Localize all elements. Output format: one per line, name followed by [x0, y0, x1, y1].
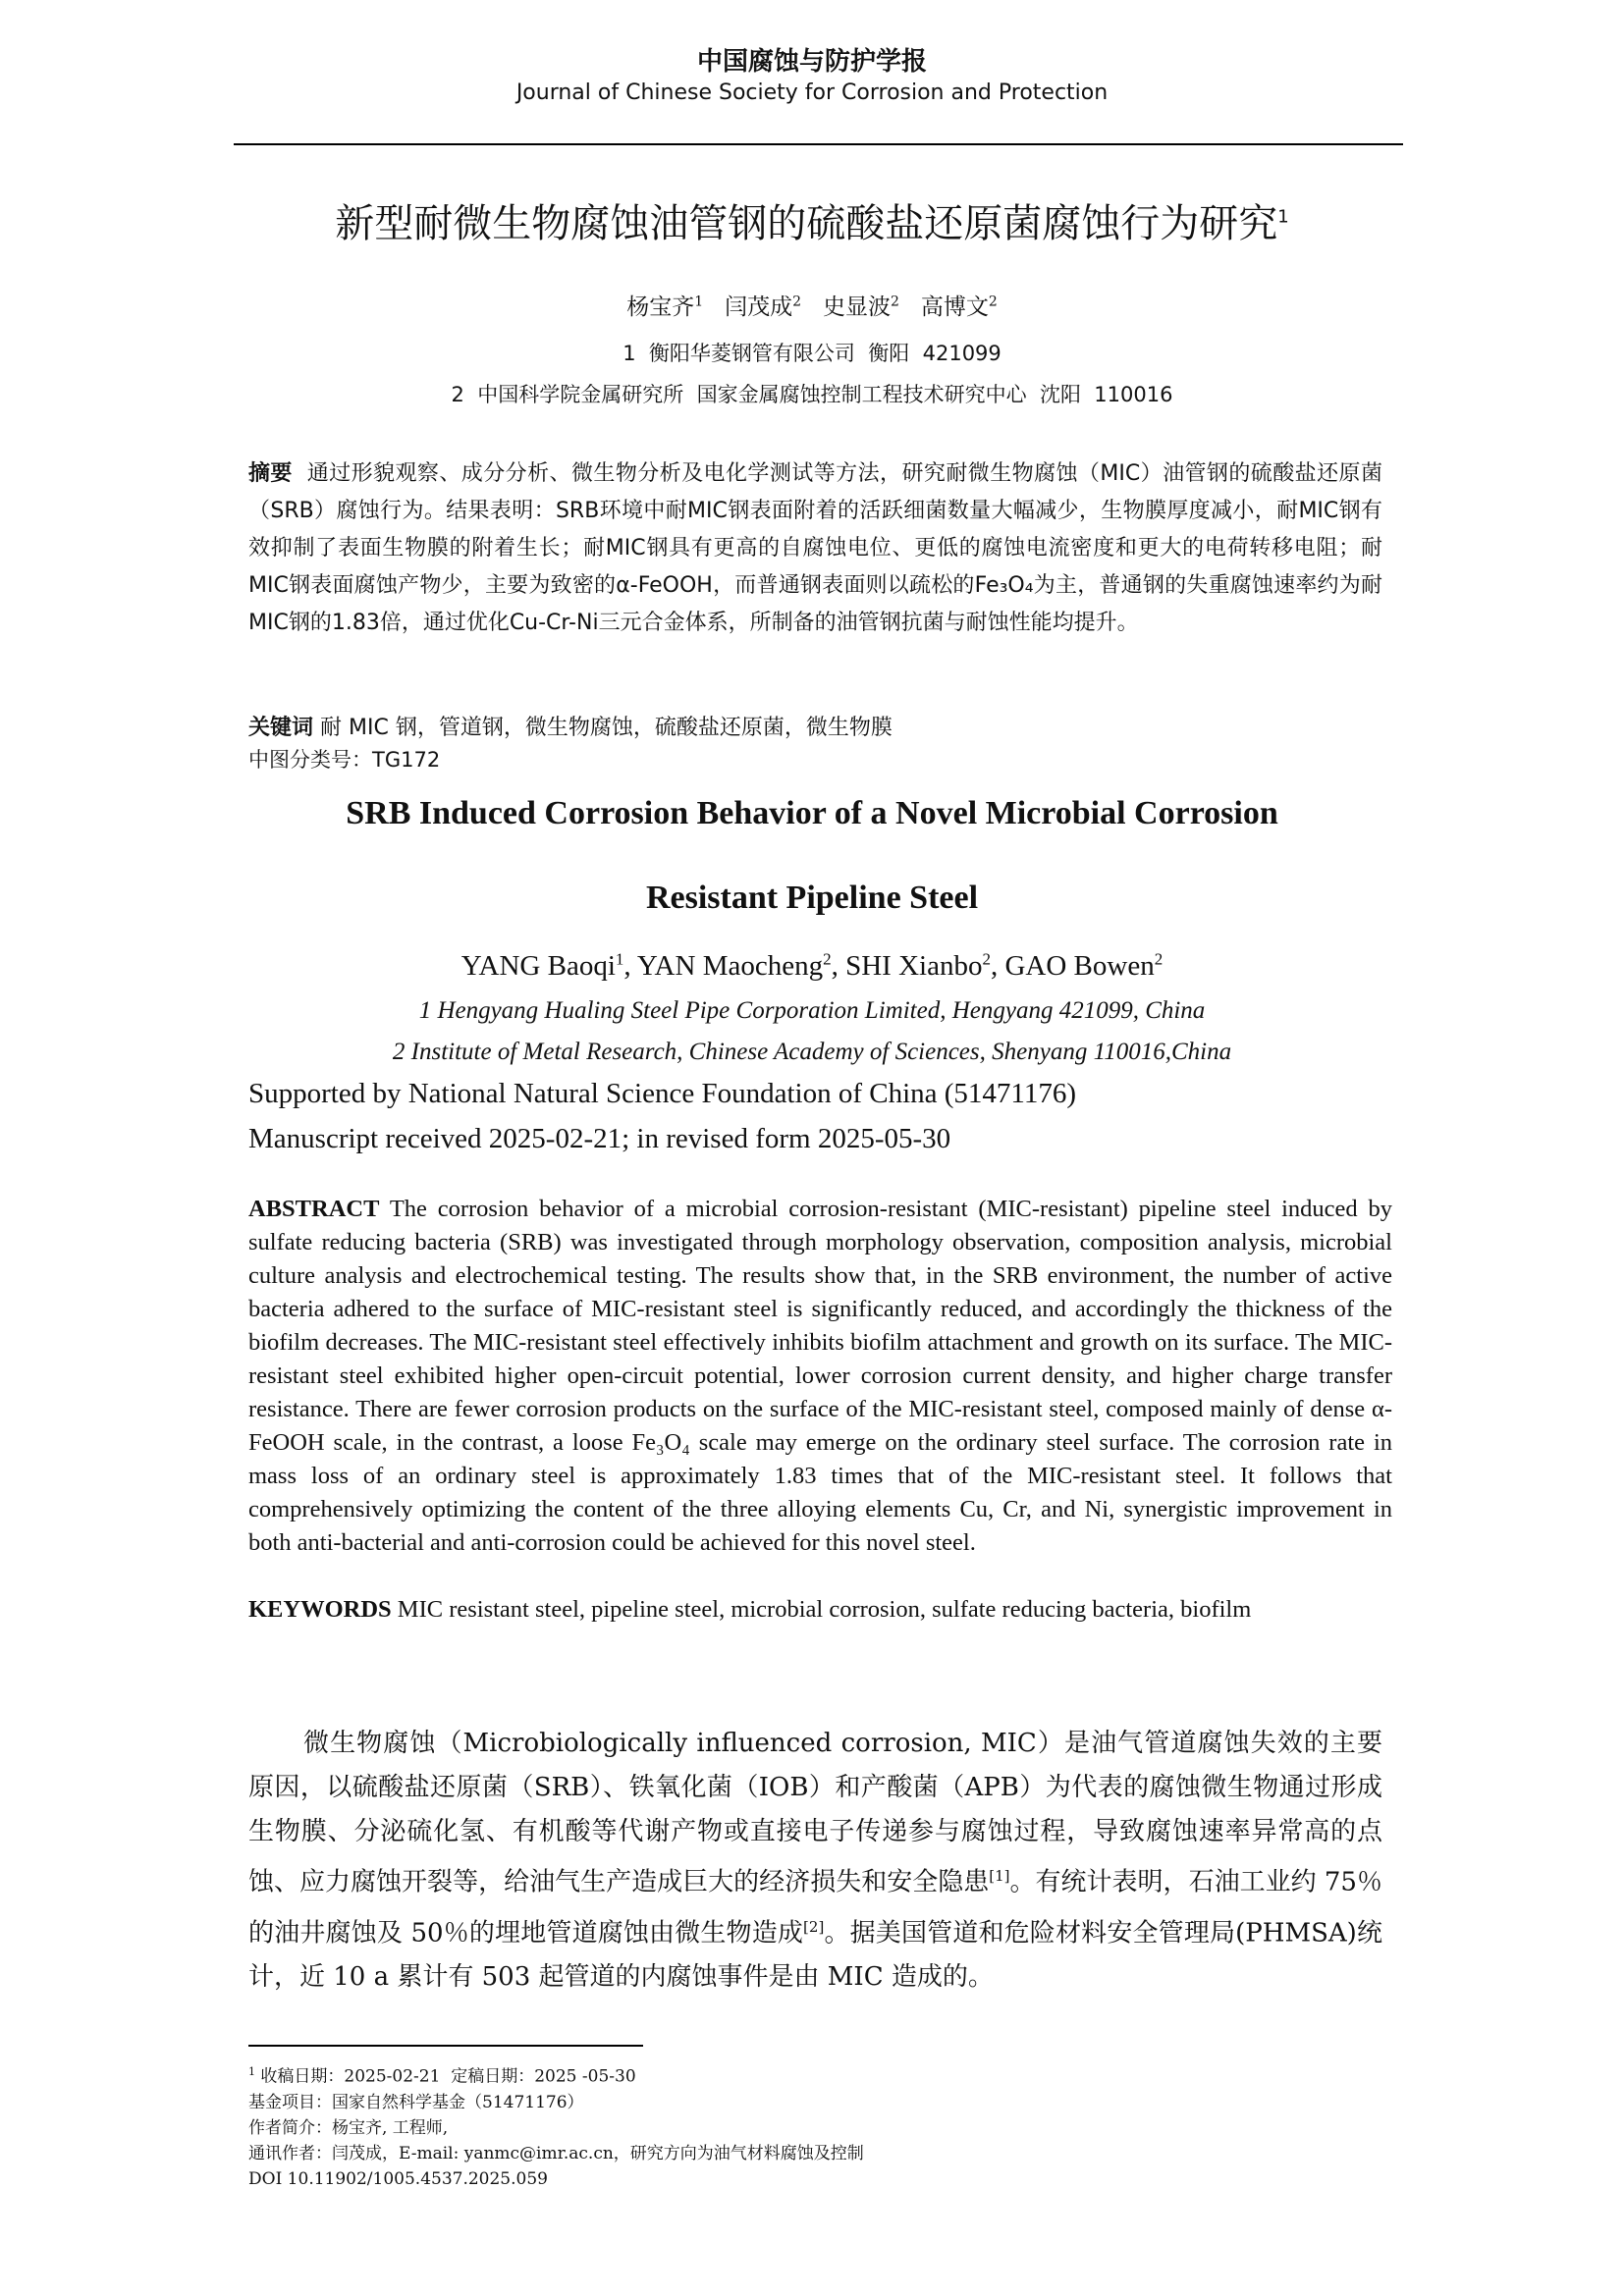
abstract-label-cn: 摘要: [248, 461, 293, 486]
author-cn: [725, 294, 801, 320]
footnote-received: [248, 2059, 1382, 2090]
author-affiliation-mark: 2: [1154, 949, 1164, 968]
author-cn: [823, 294, 899, 320]
journal-title-cn: 中国腐蚀与防护学报: [696, 47, 927, 77]
author-name: 杨宝齐: [626, 294, 695, 320]
author-en: [461, 950, 637, 982]
author-name: 史显波: [822, 294, 891, 320]
abstract-text-cn: 通过形貌观察、成分分析、微生物分析及电化学测试等方法，研究耐微生物腐蚀（MIC）油管钢的硫酸盐还原菌（SRB）腐蚀行为。结果表明：SRB环境中耐MIC钢表面附着的活跃细菌数量大幅减少，生物膜厚度减小，耐MIC钢有效抑制了表面生物膜的附着生长；耐MIC钢具有更高的自腐蚀电位、更低的腐蚀电流密度和更大的电荷转移电阻；耐MIC钢表面腐蚀产物少，主要为致密的α-FeOOH，而普通钢表面则以疏松的Fe₃O₄为主，普通钢的失重腐蚀速率约为耐MIC钢的1.83倍，通过优化Cu-Cr-Ni三元合金体系，所制备的油管钢抗菌与耐蚀性能均提升。: [248, 461, 1382, 635]
author-name: YAN Maocheng: [636, 949, 824, 982]
affiliation-en-1: 1 Hengyang Hualing Steel Pipe Corporation Limited, Hengyang 421099, China: [418, 997, 1206, 1024]
body-text: 。据美国管道和危险材料安全管理局(PHMSA)统计，近 10 a 累计有 503 起管道的内腐蚀事件是由 MIC 造成的。: [248, 1918, 1382, 1993]
author-list-cn: [0, 289, 1624, 321]
author-cn: [626, 294, 703, 320]
paper-title-en-line-2: Resistant Pipeline Steel: [645, 880, 979, 916]
author-list-en: [0, 949, 1624, 983]
footnote-corresponding-author: 通讯作者：闫茂成，E-mail: yanmc@imr.ac.cn，研究方向为油气材料腐蚀及控制: [248, 2143, 864, 2163]
abstract-label-en: ABSTRACT: [248, 1196, 380, 1222]
footnote-divider: [248, 2045, 643, 2047]
author-name: SHI Xianbo: [845, 949, 983, 982]
footnote-author-intro: 作者简介：杨宝齐, 工程师,: [248, 2117, 449, 2138]
author-name: GAO Bowen: [1004, 949, 1155, 982]
paper-title-cn: [0, 192, 1624, 248]
title-footnote-mark: 1: [1277, 206, 1289, 228]
footnotes: [248, 2059, 1382, 2192]
body-text: 。有统计表明，石油工业约 75％的油井腐蚀及 50％的埋地管道腐蚀由微生物造成: [248, 1867, 1382, 1949]
footnote-mark: 1: [248, 2065, 255, 2078]
abstract-text-en: The corrosion behavior of a microbial corrosion-resistant (MIC-resistant) pipeline steel induced by sulfate reducing bacteria (SRB) was investigated through morphology observation, composition analysis, microbial culture analysis and electrochemical testing. The results show that, in the SRB environment, the number of active bacteria adhered to the surface of MIC-resistant steel is significantly reduced, and accordingly the thickness of the biofilm decreases. The MIC-resistant steel effectively inhibits biofilm attachment and growth on its surface. The MIC-resistant steel exhibited higher open-circuit potential, lower corrosion current density, and higher charge transfer resistance. There are fewer corrosion products on the surface of the MIC-resistant steel, composed mainly of dense α-FeOOH scale, in the contrast, a loose Fe₃O₄ scale may emerge on the ordinary steel surface. The corrosion rate in mass loss of an ordinary steel is approximately 1.83 times that of the MIC-resistant steel. It follows that comprehensively optimizing the content of the three alloying elements Cu, Cr, and Ni, synergistic improvement in both anti-bacterial and anti-corrosion could be achieved for this novel steel.: [248, 1196, 1393, 1556]
author-affiliation-mark: 2: [823, 949, 832, 968]
affiliation-cn-2: 2 中国科学院金属研究所 国家金属腐蚀控制工程技术研究中心 沈阳 110016: [451, 383, 1173, 406]
author-affiliation-mark: 1: [694, 294, 704, 310]
keywords-label-en: KEYWORDS: [248, 1596, 392, 1623]
footnote-received-text: 收稿日期：2025-02-21 定稿日期：2025 -05-30: [260, 2066, 636, 2087]
abstract-en: [248, 1193, 1392, 1560]
abstract-cn: [248, 455, 1382, 642]
author-en: [637, 950, 845, 982]
body-paragraph: [248, 1722, 1382, 2000]
paper-title-en-line-1: SRB Induced Corrosion Behavior of a Novel Microbial Corrosion: [346, 795, 1278, 831]
author-affiliation-mark: 1: [615, 949, 624, 968]
affiliation-en-2: 2 Institute of Metal Research, Chinese Academy of Sciences, Shenyang 110016,China: [392, 1039, 1232, 1065]
author-separator: ,: [623, 949, 637, 982]
author-separator: ,: [831, 949, 846, 982]
citation-ref[interactable]: [2]: [803, 1917, 825, 1936]
author-affiliation-mark: 2: [890, 294, 899, 310]
body-text: 微生物腐蚀（Microbiologically influenced corrosion, MIC）是油气管道腐蚀失效的主要原因，以硫酸盐还原菌（SRB）、铁氧化菌（IOB）和产酸菌（APB）为代表的腐蚀微生物通过形成生物膜、分泌硫化氢、有机酸等代谢产物或直接电子传递参与腐蚀过程，导致腐蚀速率异常高的点蚀、应力腐蚀开裂等，给油气生产造成巨大的经济损失和安全隐患: [248, 1729, 1382, 1897]
keywords-en: [248, 1593, 1392, 1627]
author-cn: [921, 294, 998, 320]
classification-number: 中图分类号：TG172: [248, 748, 441, 772]
manuscript-dates: Manuscript received 2025-02-21; in revised form 2025-05-30: [248, 1123, 951, 1154]
author-name: 闫茂成: [725, 294, 793, 320]
footnote-doi: DOI 10.11902/1005.4537.2025.059: [248, 2168, 548, 2189]
author-affiliation-mark: 2: [988, 294, 998, 310]
footnote-fund: 基金项目：国家自然科学基金（51471176）: [248, 2092, 584, 2112]
keywords-text-en: MIC resistant steel, pipeline steel, microbial corrosion, sulfate reducing bacteria, biofilm: [397, 1596, 1252, 1623]
author-name: 高博文: [920, 294, 989, 320]
funding-statement: Supported by National Natural Science Foundation of China (51471176): [248, 1078, 1076, 1109]
keywords-cn: [248, 711, 1382, 741]
author-affiliation-mark: 2: [982, 949, 991, 968]
header-divider: [234, 143, 1403, 145]
keywords-label-cn: 关键词: [248, 716, 314, 740]
journal-title-en: Journal of Chinese Society for Corrosion and Protection: [515, 80, 1109, 105]
affiliation-cn-1: 1 衡阳华菱钢管有限公司 衡阳 421099: [623, 342, 1001, 365]
citation-ref[interactable]: [1]: [989, 1867, 1010, 1885]
author-en: [1004, 950, 1163, 982]
keywords-text-cn: 耐 MIC 钢，管道钢，微生物腐蚀，硫酸盐还原菌，微生物膜: [320, 716, 893, 740]
author-en: [845, 950, 1004, 982]
author-name: YANG Baoqi: [460, 949, 616, 982]
paper-title-cn-text: 新型耐微生物腐蚀油管钢的硫酸盐还原菌腐蚀行为研究: [335, 201, 1278, 246]
author-separator: ,: [990, 949, 1005, 982]
author-affiliation-mark: 2: [792, 294, 802, 310]
